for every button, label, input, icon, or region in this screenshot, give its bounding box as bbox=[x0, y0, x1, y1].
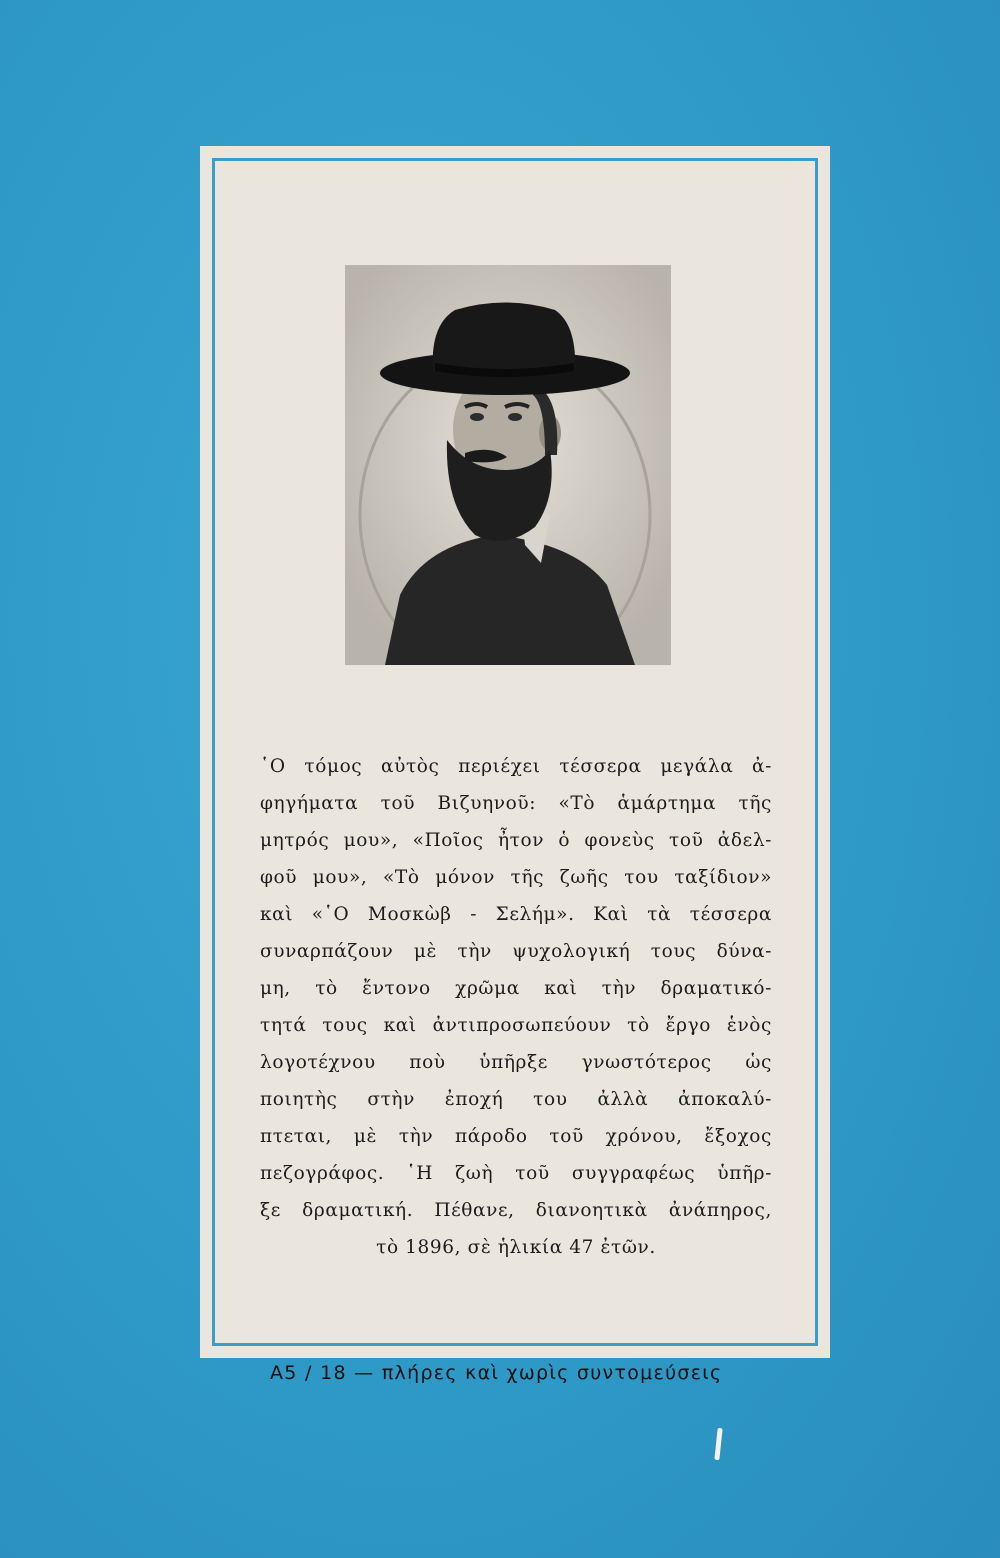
blurb-line: μη, τὸ ἔντονο χρῶμα καὶ τὴν δραματικό- bbox=[260, 978, 772, 999]
blurb-line: πτεται, μὲ τὴν πάροδο τοῦ χρόνου, ἔξοχος bbox=[260, 1126, 772, 1147]
blurb-line: τὸ 1896, σὲ ἡλικία 47 ἐτῶν. bbox=[376, 1237, 656, 1258]
cover-panel bbox=[200, 146, 830, 1358]
blurb-line: μητρός μου», «Ποῖος ἦτον ὁ φονεὺς τοῦ ἀδελ- bbox=[260, 830, 772, 851]
blurb-line: τητά τους καὶ ἀντιπροσωπεύουν τὸ ἔργο ἑνὸς bbox=[260, 1015, 772, 1036]
author-portrait bbox=[345, 265, 671, 665]
blurb-line: πεζογράφος. ῾Η ζωὴ τοῦ συγγραφέως ὑπῆρ- bbox=[260, 1163, 772, 1184]
bearded-man-in-hat-portrait-icon bbox=[345, 265, 671, 665]
blurb-line: φηγήματα τοῦ Βιζυηνοῦ: «Τὸ ἁμάρτημα τῆς bbox=[260, 793, 772, 814]
series-line: A5 / 18 — πλήρες καὶ χωρὶς συντομεύσεις bbox=[270, 1362, 723, 1384]
blurb-line: φοῦ μου», «Τὸ μόνον τῆς ζωῆς του ταξίδιον» bbox=[260, 867, 772, 888]
scuff-mark bbox=[714, 1428, 722, 1460]
blurb-line: λογοτέχνου ποὺ ὑπῆρξε γνωστότερος ὡς bbox=[260, 1052, 772, 1073]
blurb-line: ξε δραματική. Πέθανε, διανοητικὰ ἀνάπηρος, bbox=[260, 1200, 772, 1221]
blurb-line: συναρπάζουν μὲ τὴν ψυχολογική τους δύνα- bbox=[260, 941, 772, 962]
blurb-line: ῾Ο τόμος αὐτὸς περιέχει τέσσερα μεγάλα ἀ- bbox=[260, 756, 772, 777]
blurb-text bbox=[260, 748, 772, 1266]
blurb-line: καὶ «῾Ο Μοσκὼβ - Σελήμ». Καὶ τὰ τέσσερα bbox=[260, 904, 772, 925]
blurb-line: ποιητὴς στὴν ἐποχή του ἀλλὰ ἀποκαλύ- bbox=[260, 1089, 772, 1110]
